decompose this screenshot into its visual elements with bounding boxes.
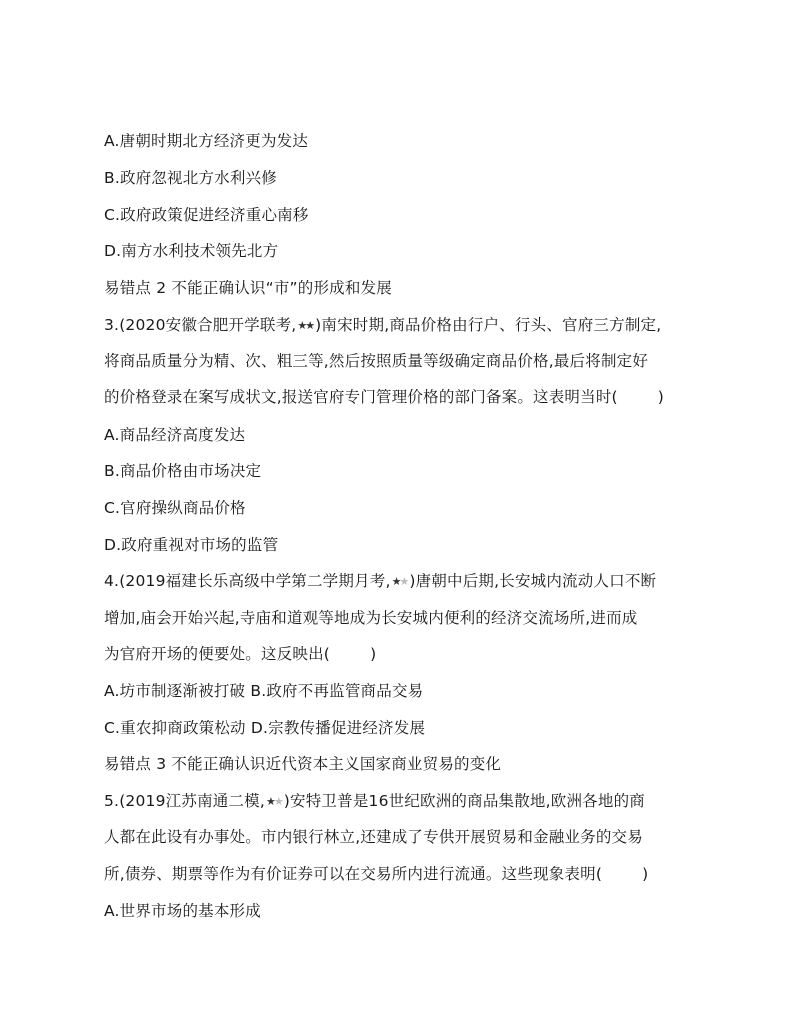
error-point-3-heading: 易错点 3 不能正确认识近代资本主义国家商业贸易的变化 bbox=[104, 755, 502, 773]
option-a-q3: A.商品经济高度发达 bbox=[104, 426, 246, 444]
question-4-line-3 bbox=[104, 644, 704, 664]
option-d-q2: D.南方水利技术领先北方 bbox=[104, 242, 279, 260]
question-3-source: 3.(2020安徽合肥开学联考, bbox=[104, 316, 297, 334]
option-b-q2: B.政府忽视北方水利兴修 bbox=[104, 169, 277, 187]
question-4-line-1 bbox=[104, 571, 704, 592]
question-4-source: 4.(2019福建长乐高级中学第二学期月考, bbox=[104, 572, 391, 590]
answer-paren-close: ) bbox=[657, 388, 665, 406]
options-cd-q4: C.重农抑商政策松动 D.宗教传播促进经济发展 bbox=[104, 719, 426, 737]
question-5-text-start: )安特卫普是16世纪欧洲的商品集散地,欧洲各地的商 bbox=[283, 792, 645, 810]
difficulty-stars-icon: ★★ bbox=[297, 319, 314, 332]
answer-paren-close: ) bbox=[642, 865, 649, 883]
question-5-line-1 bbox=[104, 791, 704, 812]
options-ab-q4: A.坊市制逐渐被打破 B.政府不再监管商品交易 bbox=[104, 682, 424, 700]
error-point-2-heading: 易错点 2 不能正确认识“市”的形成和发展 bbox=[104, 279, 392, 297]
question-5-line-2: 人都在此设有办事处。市内银行林立,还建成了专供开展贸易和金融业务的交易 bbox=[104, 828, 643, 846]
question-4-text-end: 为官府开场的便要处。这反映出( bbox=[104, 645, 331, 663]
question-4-text-start: )唐朝中后期,长安城内流动人口不断 bbox=[409, 572, 657, 590]
question-5-source: 5.(2019江苏南通二模, bbox=[104, 792, 266, 810]
difficulty-stars-icon: ★★ bbox=[391, 575, 408, 588]
question-3-line-1 bbox=[104, 315, 704, 336]
difficulty-stars-icon: ★★ bbox=[266, 795, 282, 808]
question-3-text-end: 的价格登录在案写成状文,报送官府专门管理价格的部门备案。这表明当时( bbox=[104, 388, 618, 406]
question-3-line-2: 将商品质量分为精、次、粗三等,然后按照质量等级确定商品价格,最后将制定好 bbox=[104, 352, 649, 370]
question-3-line-3 bbox=[104, 387, 704, 407]
question-3-text-start: )南宋时期,商品价格由行户、行头、官府三方制定, bbox=[315, 316, 662, 334]
option-c-q2: C.政府政策促进经济重心南移 bbox=[104, 206, 309, 224]
answer-paren-close: ) bbox=[370, 645, 377, 663]
option-b-q3: B.商品价格由市场决定 bbox=[104, 462, 262, 480]
option-d-q3: D.政府重视对市场的监管 bbox=[104, 536, 279, 554]
option-a-q2: A.唐朝时期北方经济更为发达 bbox=[104, 132, 309, 150]
question-4-line-2: 增加,庙会开始兴起,寺庙和道观等地成为长安城内便利的经济交流场所,进而成 bbox=[104, 609, 638, 627]
option-a-q5: A.世界市场的基本形成 bbox=[104, 902, 261, 920]
question-5-text-end: 所,债券、期票等作为有价证券可以在交易所内进行流通。这些现象表明( bbox=[104, 865, 603, 883]
option-c-q3: C.官府操纵商品价格 bbox=[104, 499, 246, 517]
question-5-line-3 bbox=[104, 864, 704, 884]
